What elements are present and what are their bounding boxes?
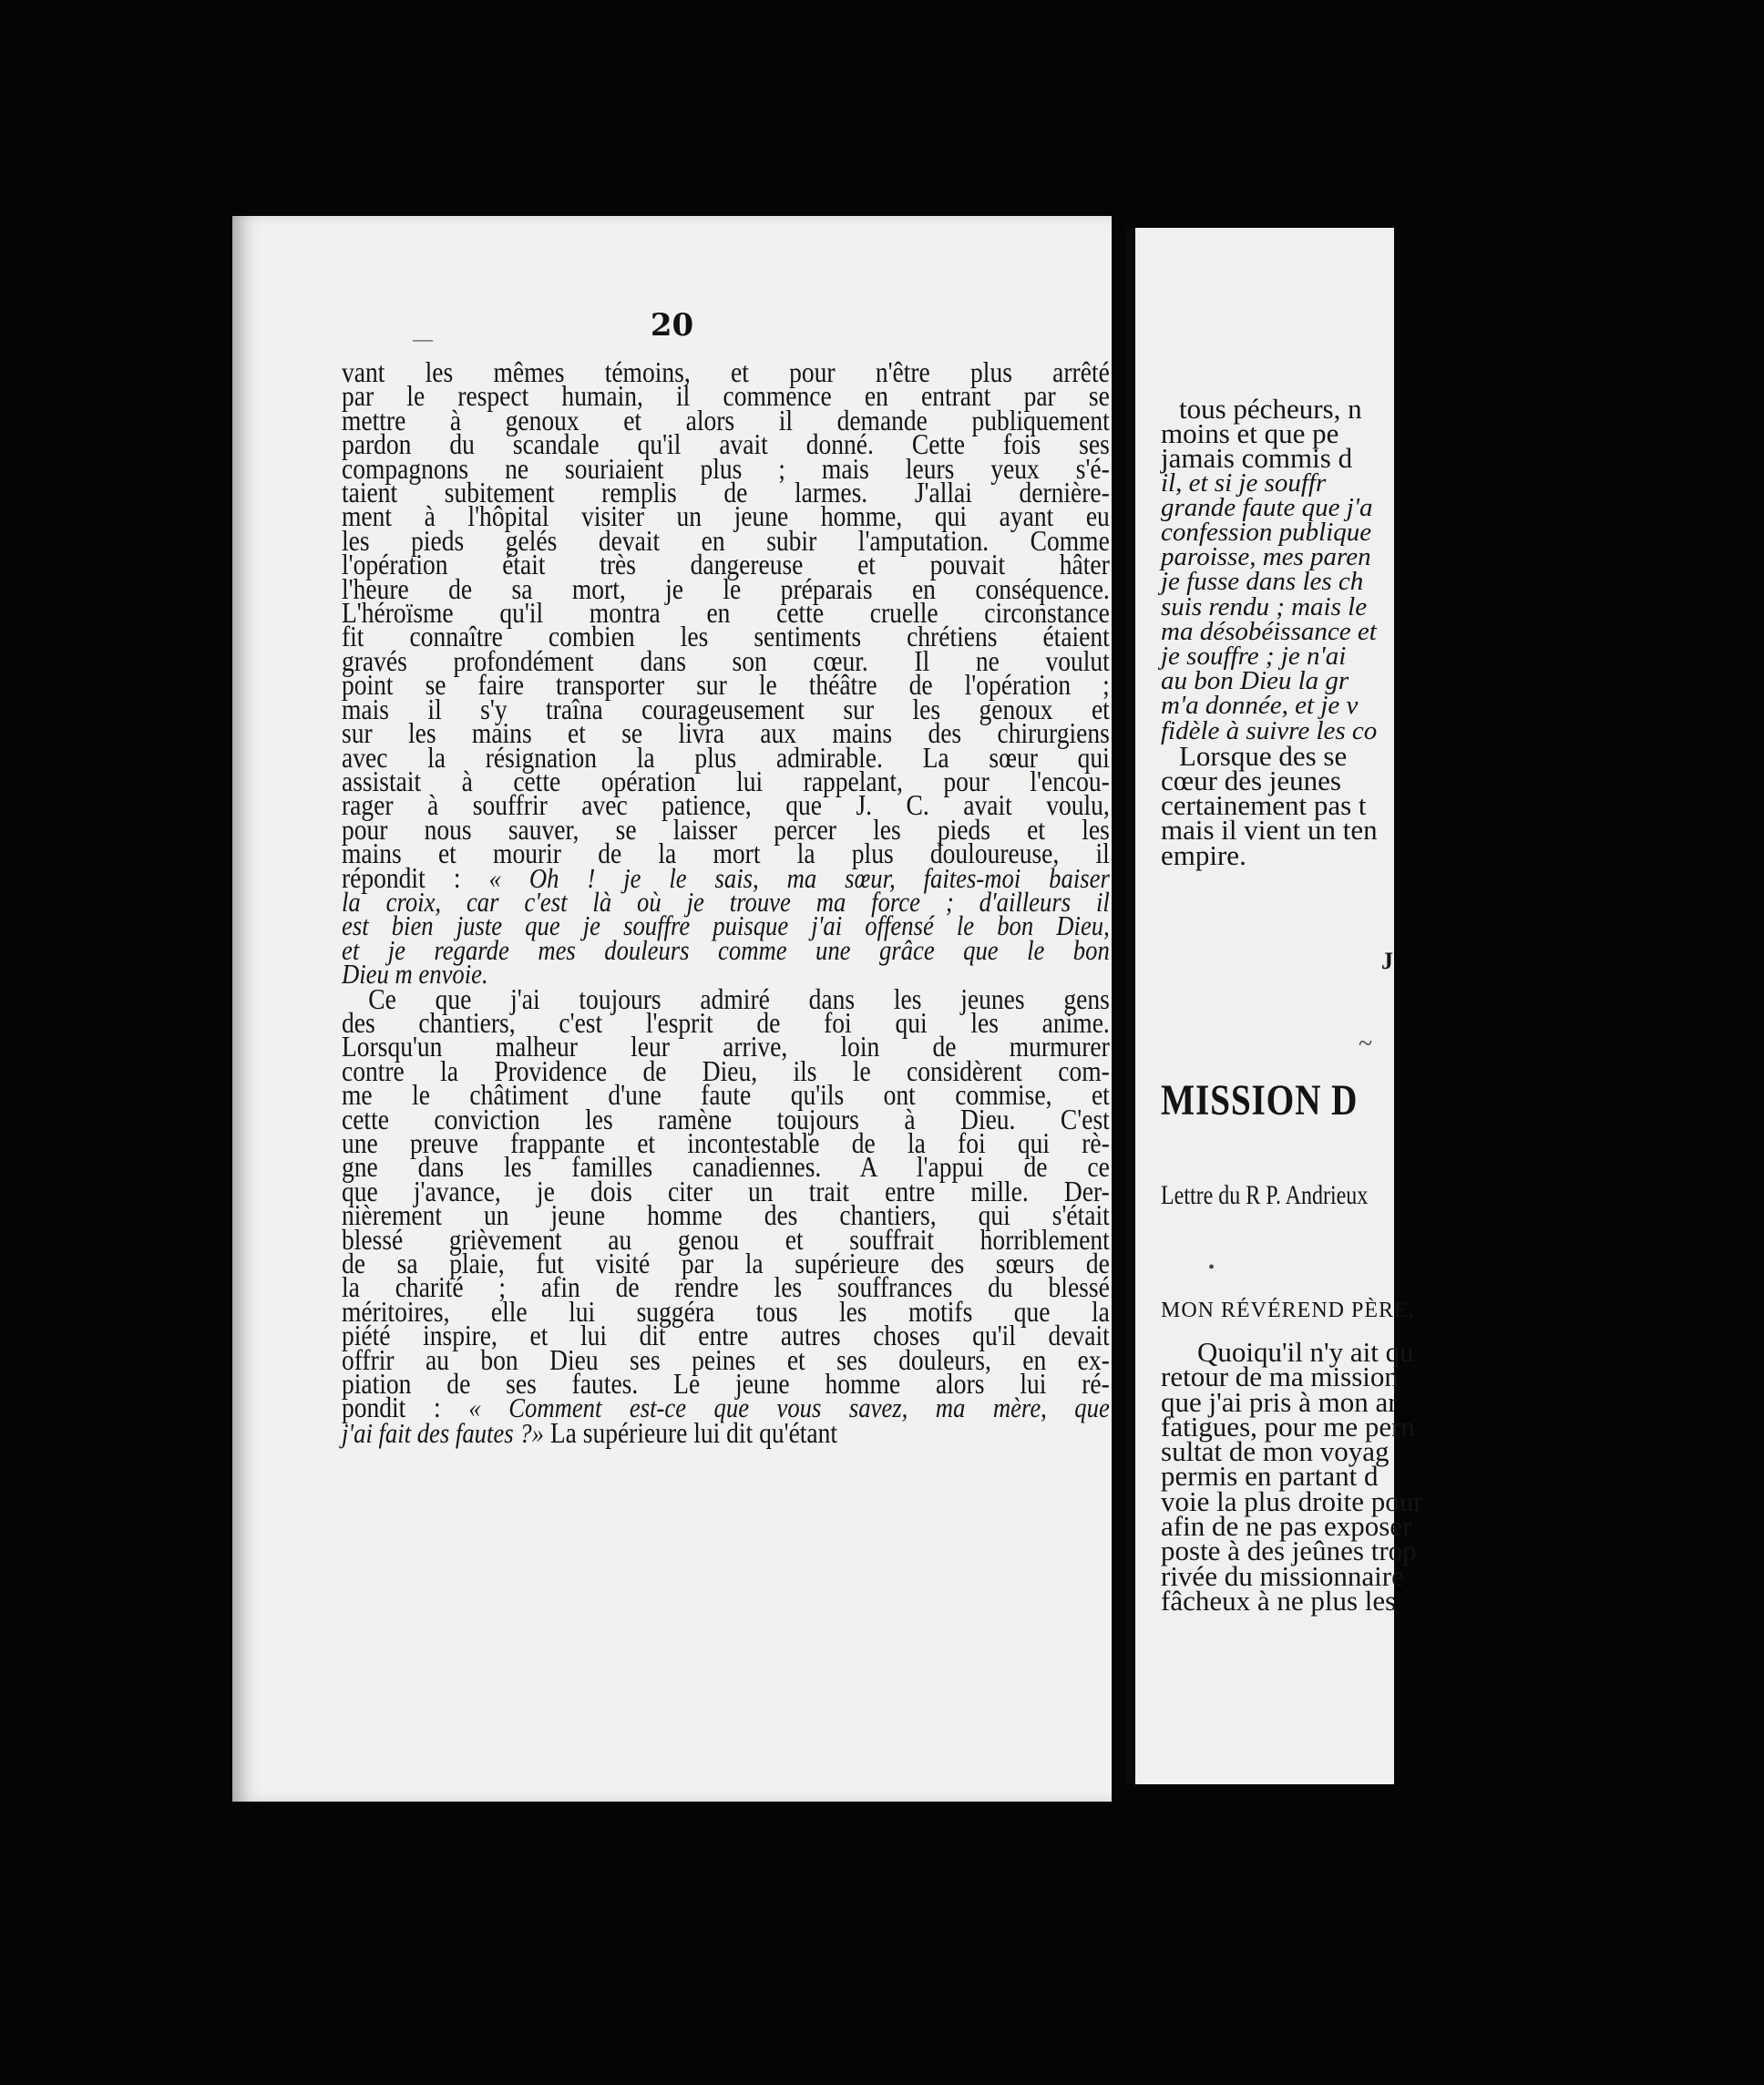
text-line: mettre à genoux et alors il demande publiquement xyxy=(342,403,1110,437)
italic-quote: « Comment est-ce que vous savez, ma mère, que xyxy=(468,1392,1110,1424)
italic-line: suis rendu ; mais le xyxy=(1161,591,1368,621)
section-heading: MISSION D xyxy=(1161,1076,1359,1125)
text-line: poste à des jeûnes trop xyxy=(1161,1535,1417,1567)
text-line: me le châtiment d'une faute qu'ils ont commise, et xyxy=(342,1078,1110,1112)
text-line: que j'ai pris à mon ar xyxy=(1161,1385,1398,1418)
text-line: piation de ses fautes. Le jeune homme alors lui ré- xyxy=(342,1367,1110,1401)
text-line: rager à souffrir avec patience, que J. C. avait voulu, xyxy=(342,788,1110,822)
text-line: cette conviction les ramène toujours à Dieu. C'est xyxy=(342,1102,1110,1135)
text-line: empire. xyxy=(1161,838,1246,871)
italic-line: il, et si je souffr xyxy=(1161,467,1327,498)
text-line: L'héroïsme qu'il montra en cette cruelle circonstance xyxy=(342,596,1110,630)
text-line: gravés profondément dans son cœur. Il ne voulut xyxy=(342,643,1110,677)
left-page-body xyxy=(342,355,1110,1449)
text-line: mais il vient un ten xyxy=(1161,814,1378,847)
text-line: gne dans les familles canadiennes. A l'appui de ce xyxy=(342,1150,1110,1184)
text-line: par le respect humain, il commence en entrant par se xyxy=(342,379,1110,413)
text-line: pour nous sauver, se laisser percer les pieds et les xyxy=(342,812,1110,846)
text-line: l'heure de sa mort, je le préparais en conséquence. xyxy=(342,571,1110,605)
text-line-with-quote xyxy=(342,1415,1110,1449)
text-line: vant les mêmes témoins, et pour n'être plus arrêté xyxy=(342,355,1110,388)
text-line: les pieds gelés devait en subir l'amputation. Comme xyxy=(342,523,1110,557)
italic-line: m'a donnée, et je v xyxy=(1161,691,1359,721)
text-line: fatigues, pour me pern xyxy=(1161,1410,1415,1443)
italic-line: la croix, car c'est là où je trouve ma force ; d'ailleurs il xyxy=(342,885,1110,918)
dot-mark: • xyxy=(1208,1258,1215,1278)
text-line: mains et mourir de la mort la plus douloureuse, il xyxy=(342,837,1110,870)
text-line: blessé grièvement au genou et souffrait horriblement xyxy=(342,1222,1110,1256)
text-line: que j'avance, je dois citer un trait entre mille. Der- xyxy=(342,1174,1110,1207)
left-page xyxy=(232,216,1112,1802)
text-line: avec la résignation la plus admirable. La sœur qui xyxy=(342,740,1110,774)
text-line: Lorsque des se xyxy=(1179,739,1348,772)
italic-line: au bon Dieu la gr xyxy=(1161,666,1349,696)
text-line: Lorsqu'un malheur leur arrive, loin de murmurer xyxy=(342,1030,1110,1063)
text-line: Ce que j'ai toujours admiré dans les jeunes gens xyxy=(368,981,1110,1015)
italic-line: paroisse, mes paren xyxy=(1161,542,1371,572)
italic-line: grande faute que j'a xyxy=(1161,492,1373,522)
text-line: rivée du missionnaire xyxy=(1161,1559,1404,1592)
italic-line: je fusse dans les ch xyxy=(1161,567,1364,597)
italic-line: est bien juste que je souffre puisque j'ai offensé le bon Dieu, xyxy=(342,909,1110,942)
text-line: jamais commis d xyxy=(1161,442,1353,475)
text-line: compagnons ne souriaient plus ; mais leurs yeux s'é- xyxy=(342,451,1110,485)
text-line: voie la plus droite pour xyxy=(1161,1484,1423,1517)
text-line: point se faire transporter sur le théâtre de l'opération ; xyxy=(342,668,1110,702)
right-page-body-top xyxy=(1161,393,1544,871)
text-line: offrir au bon Dieu ses peines et ses douleurs, en ex- xyxy=(342,1342,1110,1376)
italic-quote: j'ai fait des fautes ?» xyxy=(342,1416,544,1449)
text-line: retour de ma mission xyxy=(1161,1361,1399,1393)
separator-mark: ~ xyxy=(1359,1030,1373,1058)
text-line: Quoiqu'il n'y ait qu xyxy=(1197,1336,1414,1368)
text-line: piété inspire, et lui dit entre autres choses qu'il devait xyxy=(342,1319,1110,1352)
page-number: 20 xyxy=(650,307,694,344)
text-line: afin de ne pas exposer xyxy=(1161,1510,1412,1543)
page-mark: — xyxy=(413,327,433,350)
italic-line: fidèle à suivre les co xyxy=(1161,715,1378,745)
text-line: une preuve frappante et incontestable de la foi qui rè- xyxy=(342,1126,1110,1159)
italic-line: Dieu m envoie. xyxy=(342,958,488,991)
text-fragment: pondit : xyxy=(342,1391,441,1424)
text-line: sur les mains et se livra aux mains des chirurgiens xyxy=(342,716,1110,750)
italic-quote: « Oh ! je le sais, ma sœur, faites-moi baiser xyxy=(488,861,1110,894)
text-line: de sa plaie, fut visité par la supérieure des sœurs de xyxy=(342,1247,1110,1280)
text-line: méritoires, elle lui suggéra tous les motifs que la xyxy=(342,1294,1110,1328)
italic-line: je souffre ; je n'ai xyxy=(1161,642,1347,672)
text-line: certainement pas t xyxy=(1161,789,1367,822)
text-line: moins et que pe xyxy=(1161,417,1339,450)
text-line: permis en partant d xyxy=(1161,1460,1379,1493)
text-line: assistait à cette opération lui rappelant, pour l'encou- xyxy=(342,764,1110,797)
italic-line: et je regarde mes douleurs comme une grâce que le bon xyxy=(342,933,1110,966)
text-line: fit connaître combien les sentiments chrétiens étaient xyxy=(342,620,1110,653)
text-line: contre la Providence de Dieu, ils le considèrent com- xyxy=(342,1053,1110,1087)
text-line: nièrement un jeune homme des chantiers, qui s'était xyxy=(342,1198,1110,1232)
text-line: des chantiers, c'est l'esprit de foi qui les anime. xyxy=(342,1005,1110,1039)
text-fragment: La supérieure lui dit qu'étant xyxy=(549,1415,838,1449)
text-fragment: répondit : xyxy=(342,860,461,894)
text-line: fâcheux à ne plus les xyxy=(1161,1584,1397,1617)
text-line: ment à l'hôpital visiter un jeune homme, qui ayant eu xyxy=(342,499,1110,533)
text-line: sultat de mon voyag xyxy=(1161,1435,1390,1468)
text-line: pardon du scandale qu'il avait donné. Cette fois ses xyxy=(342,427,1110,461)
text-line: cœur des jeunes xyxy=(1161,765,1341,797)
salutation: MON RÉVÉREND PÈRE, xyxy=(1161,1299,1415,1322)
letter-subheading: Lettre du R P. Andrieux xyxy=(1161,1180,1369,1210)
text-line: taient subitement remplis de larmes. J'allai dernière- xyxy=(342,476,1110,509)
right-page-body-bottom xyxy=(1161,1336,1544,1617)
text-line: l'opération était très dangereuse et pouvait hâter xyxy=(342,548,1110,581)
initial-letter: J xyxy=(1381,948,1393,974)
italic-line: ma désobéissance et xyxy=(1161,616,1377,646)
right-page xyxy=(1126,228,1423,1784)
italic-line: confession publique xyxy=(1161,518,1372,548)
text-line: tous pécheurs, n xyxy=(1179,393,1362,425)
text-line: mais il s'y traîna courageusement sur les genoux et xyxy=(342,692,1110,725)
text-line: la charité ; afin de rendre les souffrances du blessé xyxy=(342,1270,1110,1304)
